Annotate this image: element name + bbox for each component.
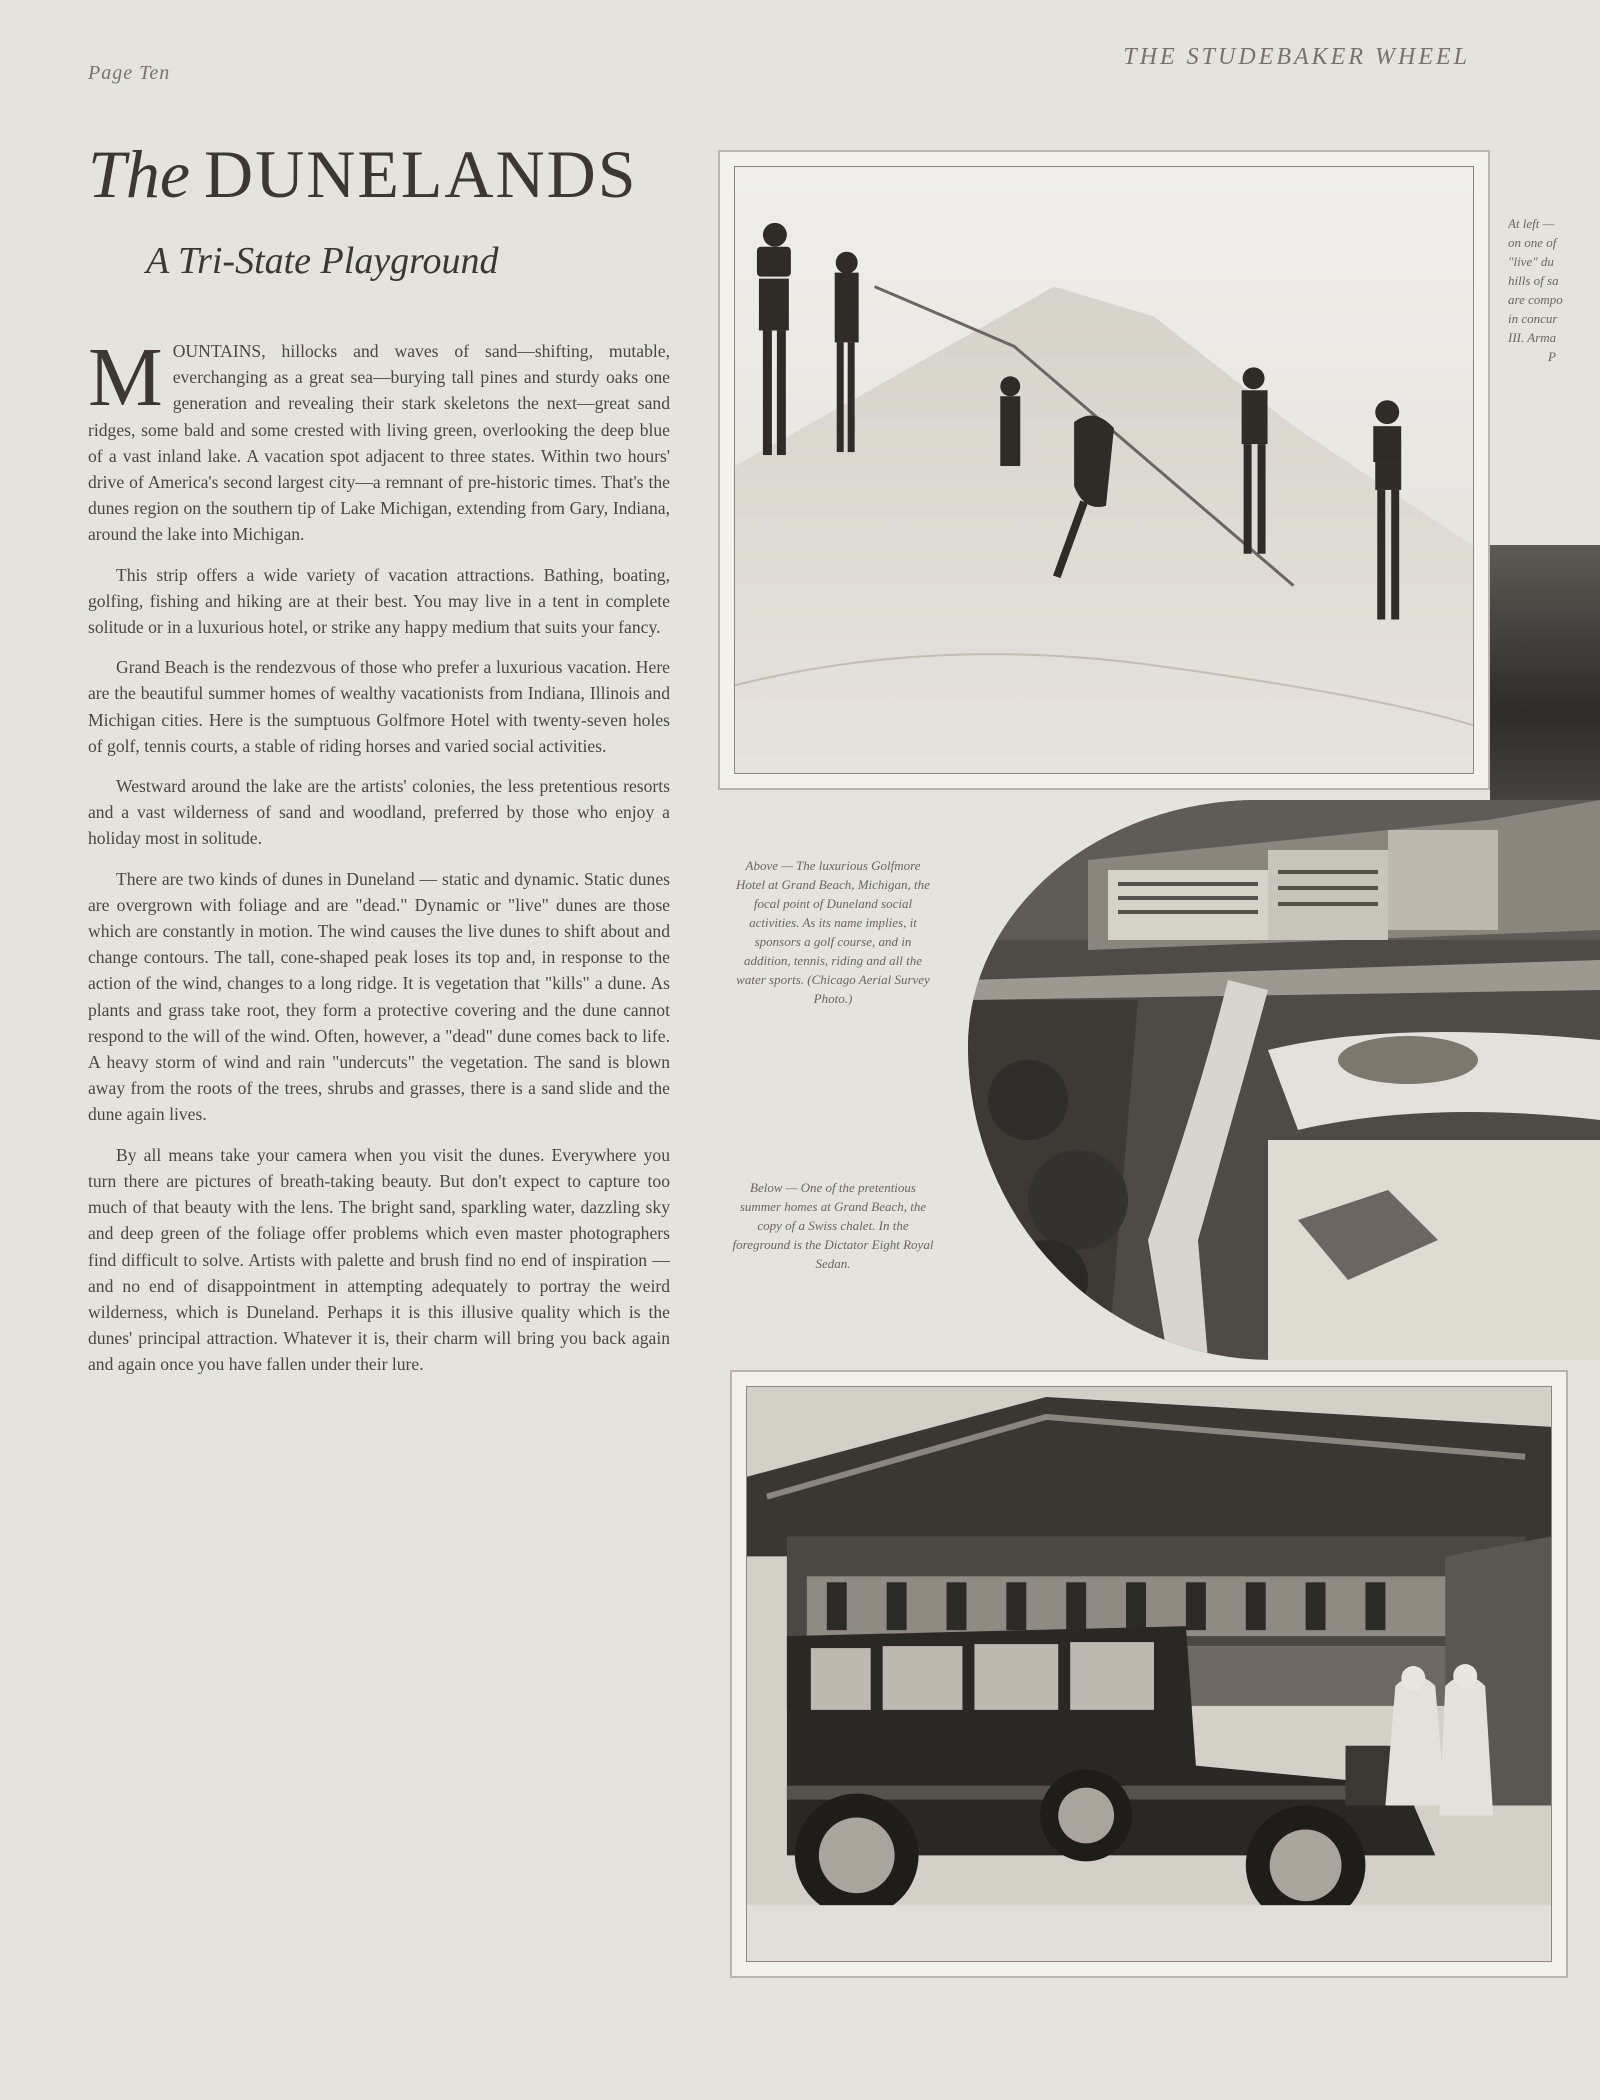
side-caption-line: hills of sa: [1508, 273, 1559, 288]
drop-cap: M: [88, 331, 163, 424]
side-caption-line: At left —: [1508, 216, 1555, 231]
golfmore-hotel-photo: [968, 800, 1600, 1360]
dune-bathers-photo: [718, 150, 1490, 790]
dune-bathers-image: [735, 167, 1473, 773]
paragraph-6: By all means take your camera when you visit the dunes. Everywhere you turn there are pictures of breath-taking beauty. But don't expect to capture too much of that beauty with the lens. The bright sand, sparkling water, dazzling sky and deep green of the foliage offer problems which even master photographers find difficult to solve. Artists with palette and brush find no end of inspiration — and no end of disappointment in attempting adequately to portray the weird wilderness, which is Duneland. Perhaps it is this illusive quality which is the dunes' principal attraction. Whatever it is, their charm will bring you back again and again once you have fallen under their lure.: [88, 1144, 670, 1375]
paragraph-1: [88, 331, 670, 548]
running-header: THE STUDEBAKER WHEEL: [1123, 44, 1470, 70]
side-caption-line: "live" du: [1508, 254, 1554, 269]
paragraph-2: This strip offers a wide variety of vacation attractions. Bathing, boating, golfing, fishing and hiking are at their best. You may live in a tent in complete solitude or in a luxurious hotel, or strike any happy medium that suits your fancy.: [88, 564, 670, 638]
golfmore-hotel-image: [968, 800, 1600, 1360]
hotel-caption: Above — The luxurious Golfmore Hotel at Grand Beach, Michigan, the focal point of Duneland social activities. As its name implies, it sponsors a golf course, and in addition, tennis, riding and all the water sports. (Chicago Aerial Survey Photo.): [736, 858, 930, 1006]
chalet-sedan-photo: [730, 1370, 1568, 1978]
side-caption-line: are compo: [1508, 292, 1563, 307]
edge-photo-fragment: [1490, 545, 1600, 820]
article-subtitle: A Tri-State Playground: [146, 240, 499, 282]
paragraph-1-text: OUNTAINS, hillocks and waves of sand—shifting, mutable, everchanging as a great sea—burying tall pines and sturdy oaks one generation and revealing their stark skeletons the next—great sand ridges, some bald and some crested with living green, overlooking the deep blue of a vast inland lake. A vacation spot adjacent to three states. Within two hours' drive of America's second largest city—a remnant of pre-historic times. That's the dunes region on the southern tip of Lake Michigan, extending from Gary, Indiana, around the lake into Michigan.: [88, 341, 670, 545]
title-main: DUNELANDS: [204, 136, 638, 212]
paragraph-3: Grand Beach is the rendezvous of those who prefer a luxurious vacation. Here are the beautiful summer homes of wealthy vacationists from Indiana, Illinois and Michigan cities. Here is the sumptuous Golfmore Hotel with twenty-seven holes of golf, tennis courts, a stable of riding horses and varied social activities.: [88, 657, 670, 756]
article-body: [88, 331, 670, 1392]
chalet-sedan-image: [747, 1387, 1551, 1961]
paragraph-5: There are two kinds of dunes in Duneland — static and dynamic. Static dunes are overgrown with foliage and are "dead." Dynamic or "live" dunes are those which are constantly in motion. The wind causes the live dunes to shift about and change contours. The tall, cone-shaped peak loses its top and, in response to the action of the wind, changes to a long ridge. It is vegetation that "kills" a dune. As plants and grass take root, they form a protective covering and the dune cannot respond to the will of the wind. Often, however, a "dead" dune comes back to life. A heavy storm of wind and rain "undercuts" the vegetation. The sand is blown away from the roots of the trees, shrubs and grasses, there is a sand slide and the dune again lives.: [88, 868, 670, 1125]
title-the: The: [88, 136, 190, 212]
side-caption-line: on one of: [1508, 235, 1557, 250]
side-caption-line: P: [1548, 349, 1556, 364]
article-title: [88, 136, 688, 212]
chalet-caption: Below — One of the pretentious summer homes at Grand Beach, the copy of a Swiss chalet. In the foreground is the Dictator Eight Royal Sedan.: [732, 1180, 934, 1271]
side-caption: [1508, 214, 1600, 366]
page-number: Page Ten: [88, 62, 171, 84]
side-caption-line: III. Arma: [1508, 330, 1557, 345]
side-caption-line: in concur: [1508, 311, 1558, 326]
paragraph-4: Westward around the lake are the artists' colonies, the less pretentious resorts and a vast wilderness of sand and woodland, preferred by those who enjoy a holiday most in solitude.: [88, 776, 670, 849]
